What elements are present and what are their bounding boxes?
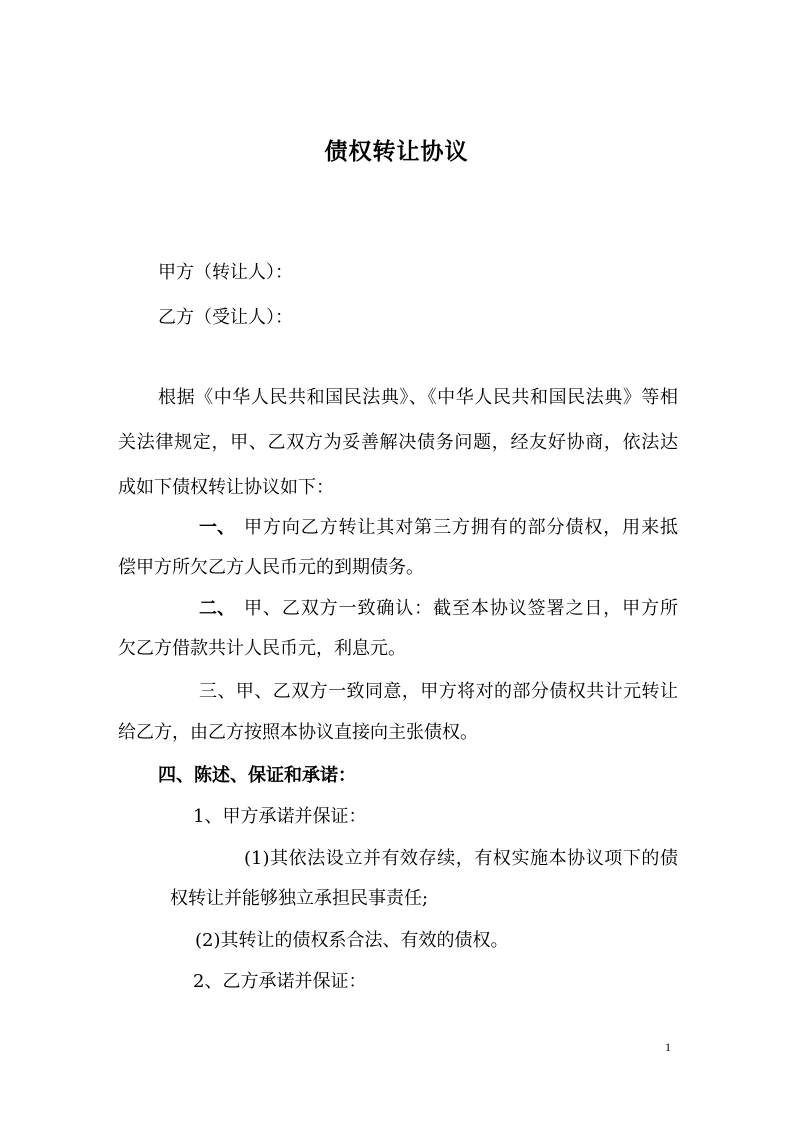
party-b-line: 乙方（受让人）： — [158, 307, 293, 328]
clause-4-item-1-line-1: (1)其依法设立并有效存续，有权实施本协议项下的债 — [244, 848, 678, 869]
clause-2-line-2: 欠乙方借款共计人民币元，利息元。 — [118, 638, 406, 659]
clause-3-line-2: 给乙方，由乙方按照本协议直接向主张债权。 — [118, 722, 478, 743]
clause-1-line-1: 甲方向乙方转让其对第三方拥有的部分债权，用来抵 — [244, 517, 678, 538]
clause-4-item-1-line-2: 权转让并能够独立承担民事责任; — [170, 888, 429, 909]
document-title: 债权转让协议 — [324, 138, 469, 165]
clause-2-line-1: 甲、乙双方一致确认：截至本协议签署之日，甲方所 — [244, 598, 678, 619]
clause-4-sub-1: 1、甲方承诺并保证： — [193, 806, 367, 827]
page-number: 1 — [665, 1040, 671, 1054]
clause-2-number: 二、 — [199, 598, 235, 619]
clause-3-line-1: 三、甲、乙双方一致同意，甲方将对的部分债权共计元转让 — [199, 681, 678, 702]
clause-1-number: 一、 — [199, 517, 235, 538]
clause-4-heading: 四、陈述、保证和承诺： — [158, 765, 356, 786]
party-a-line: 甲方（转让人）： — [158, 262, 293, 283]
intro-line-1: 根据《中华人民共和国民法典》、《中华人民共和国民法典》等相 — [158, 387, 678, 408]
clause-4-sub-2: 2、乙方承诺并保证： — [193, 971, 367, 992]
clause-1-line-2: 偿甲方所欠乙方人民币元的到期债务。 — [118, 557, 424, 578]
intro-line-3: 成如下债权转让协议如下： — [118, 477, 334, 498]
intro-line-2: 关法律规定，甲、乙双方为妥善解决债务问题，经友好协商，依法达 — [118, 432, 678, 453]
clause-4-item-2: (2)其转让的债权系合法、有效的债权。 — [195, 930, 509, 951]
